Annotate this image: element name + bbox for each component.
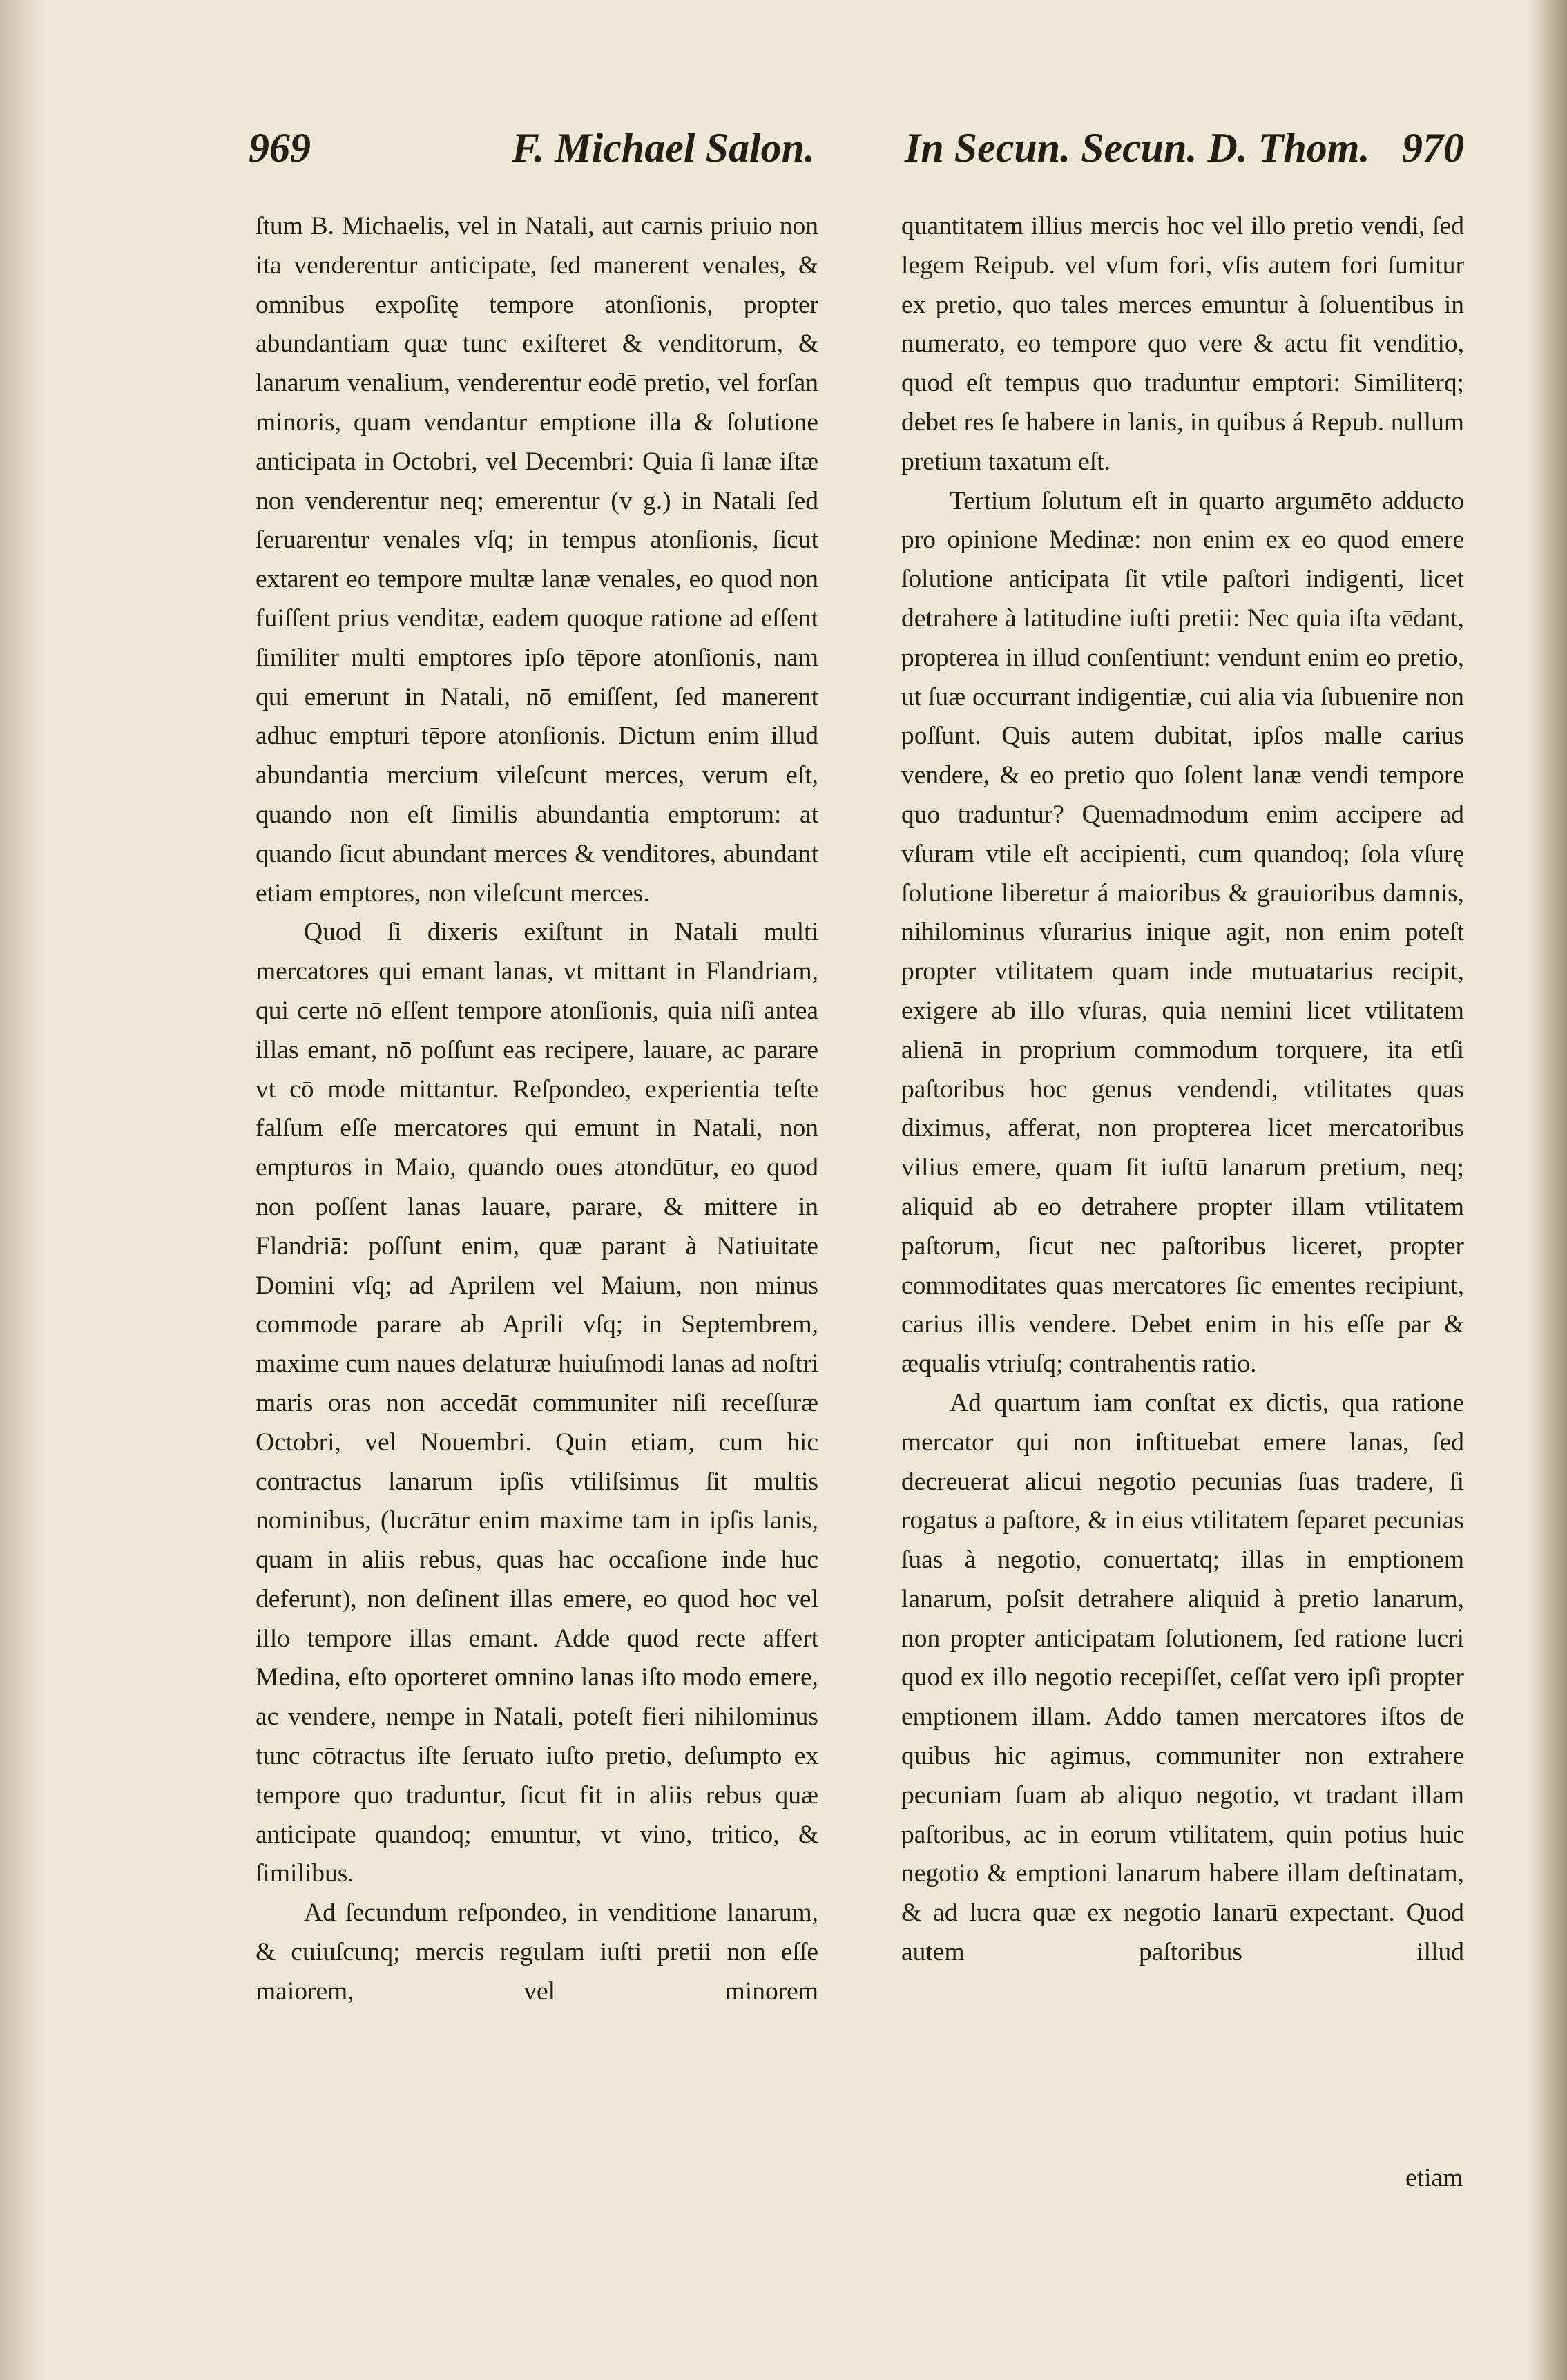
paragraph: Tertium ſolutum eſt in quarto argumēto adducto pro opinione Medinæ: non enim ex eo quod emere ſolutione anticipata ſit vtile paſtori indigenti, licet detrahere à latitudine iuſti pretii: Nec quia iſta vēdant, propterea in illud conſentiunt: vendunt enim eo pretio, ut ſuæ occurrant indigentiæ, cui alia via ſubuenire non poſſunt. Quis autem dubitat, ipſos malle carius vendere, & eo pretio quo ſolent lanæ vendi tempore quo traduntur? Quemadmodum enim accipere ad vſuram vtile eſt accipienti, cum quandoq; ſola vſurę ſolutione liberetur á maioribus & grauioribus damnis, nihilominus vſurarius inique agit, non enim poteſt propter vtilitatem quam inde mutuatarius recipit, exigere ab illo vſuras, quia nemini licet vtilitatem alienā in proprium commodum torquere, ita etſi paſtoribus hoc genus vendendi, vtilitates quas diximus, afferat, non propterea licet mercatoribus vilius emere, quam ſit iuſtū lanarum pretium, neq; aliquid ab eo detrahere propter illam vtilitatem paſtorum, ſicut nec paſtoribus liceret, propter commoditates quas mercatores ſic ementes recipiunt, carius illis vendere. Debet enim in his eſſe par & æqualis vtriuſq; contrahentis ratio. [901,486,1464,1379]
paragraph: Ad ſecundum reſpondeo, in venditione lanarum, & cuiuſcunq; mercis regulam iuſti pretii non eſſe maiorem, vel minorem [256,1899,818,2006]
gutter-shadow [0,0,41,2380]
left-running-title: F. Michael Salon. [511,125,815,171]
page-edge-shadow [1529,0,1567,2380]
left-page-number: 969 [249,125,311,171]
paragraph: quantitatem illius mercis hoc vel illo pretio vendi, ſed legem Reipub. vel vſum fori, vſis autem fori ſumitur ex pretio, quo tales merces emuntur à ſoluentibus in numerato, eo tempore quo vere & actu fit venditio, quod eſt tempus quo traduntur emptori: Similiterq; debet res ſe habere in lanis, in quibus á Repub. nullum pretium taxatum eſt. [901,212,1464,476]
paragraph: ſtum B. Michaelis, vel in Natali, aut carnis priuio non ita venderentur anticipate, ſed manerent venales, & omnibus expoſitę tempore atonſionis, propter abundantiam quæ tunc exiſteret & venditorum, & lanarum venalium, venderentur eodē pretio, vel forſan minoris, quam vendantur emptione illa & ſolutione anticipata in Octobri, vel Decembri: Quia ſi lanæ iſtæ non venderentur neq; emerentur (v g.) in Natali ſed ſeruarentur venales vſq; in tempus atonſionis, ſicut extarent eo tempore multæ lanæ venales, eo quod non fuiſſent prius venditæ, eadem quoque ratione ad eſſent ſimiliter multi emptores ipſo tēpore atonſionis, nam qui emerunt in Natali, nō emiſſent, ſed manerent adhuc empturi tēpore atonſionis. Dictum enim illud abundantia mercium vileſcunt merces, verum eſt, quando non eſt ſimilis abundantia emptorum: at quando ſicut abundant merces & venditores, abundant etiam emptores, non vileſcunt merces. [256,212,818,908]
right-page-number: 970 [1402,125,1464,171]
right-text-column [901,207,1464,1973]
right-running-header [905,124,1464,180]
paragraph: Quod ſi dixeris exiſtunt in Natali multi mercatores qui emant lanas, vt mittant in Flandriam, qui certe nō eſſent tempore atonſionis, quia niſi antea illas emant, nō poſſunt eas recipere, lauare, ac parare vt cō mode mittantur. Reſpondeo, experientia teſte falſum eſſe mercatores qui emunt in Natali, non empturos in Maio, quando oues atondūtur, eo quod non poſſent lanas lauare, parare, & mittere in Flandriā: poſſunt enim, quæ parant à Natiuitate Domini vſq; ad Aprilem vel Maium, non minus commode parare ab Aprili vſq; in Septembrem, maxime cum naues delaturæ huiuſmodi lanas ad noſtri maris oras non accedāt communiter niſi receſſuræ Octobri, vel Nouembri. Quin etiam, cum hic contractus lanarum ipſis vtiliſsimus ſit multis nominibus, (lucrātur enim maxime tam in ipſis lanis, quam in aliis rebus, quas hac occaſione inde huc deferunt), non deſinent illas emere, eo quod hoc vel illo tempore illas emant. Adde quod recte affert Medina, eſto oporteret omnino lanas iſto modo emere, ac vendere, nempe in Natali, poteſt fieri nihilominus tunc cōtractus iſte ſeruato iuſto pretio, deſumpto ex tempore quo traduntur, ſicut fit in aliis rebus quæ anticipate quandoq; emuntur, vt vino, tritico, & ſimilibus. [256,918,818,1888]
right-running-title: In Secun. Secun. D. Thom. [905,125,1370,171]
left-text-column [256,207,818,2012]
left-running-header [249,124,815,180]
catchword: etiam [1405,2164,1463,2192]
paragraph: Ad quartum iam conſtat ex dictis, qua ratione mercator qui non inſtituebat emere lanas, ſed decreuerat alicui negotio pecunias ſuas tradere, ſi rogatus a paſtore, & in eius vtilitatem ſeparet pecunias ſuas à negotio, conuertatq; illas in emptionem lanarum, poſsit detrahere aliquid à pretio lanarum, non propter anticipatam ſolutionem, ſed ratione lucri quod ex illo negotio recepiſſet, ceſſat vero ipſi propter emptionem illam. Addo tamen mercatores iſtos de quibus hic agimus, communiter non extrahere pecuniam ſuam ab aliquo negotio, vt tradant illam paſtoribus, ac in eorum vtilitatem, quin potius huic negotio & emptioni lanarum habere illam deſtinatam, & ad lucra quæ ex negotio lanarū expectant. Quod autem paſtoribus illud [901,1388,1464,1967]
